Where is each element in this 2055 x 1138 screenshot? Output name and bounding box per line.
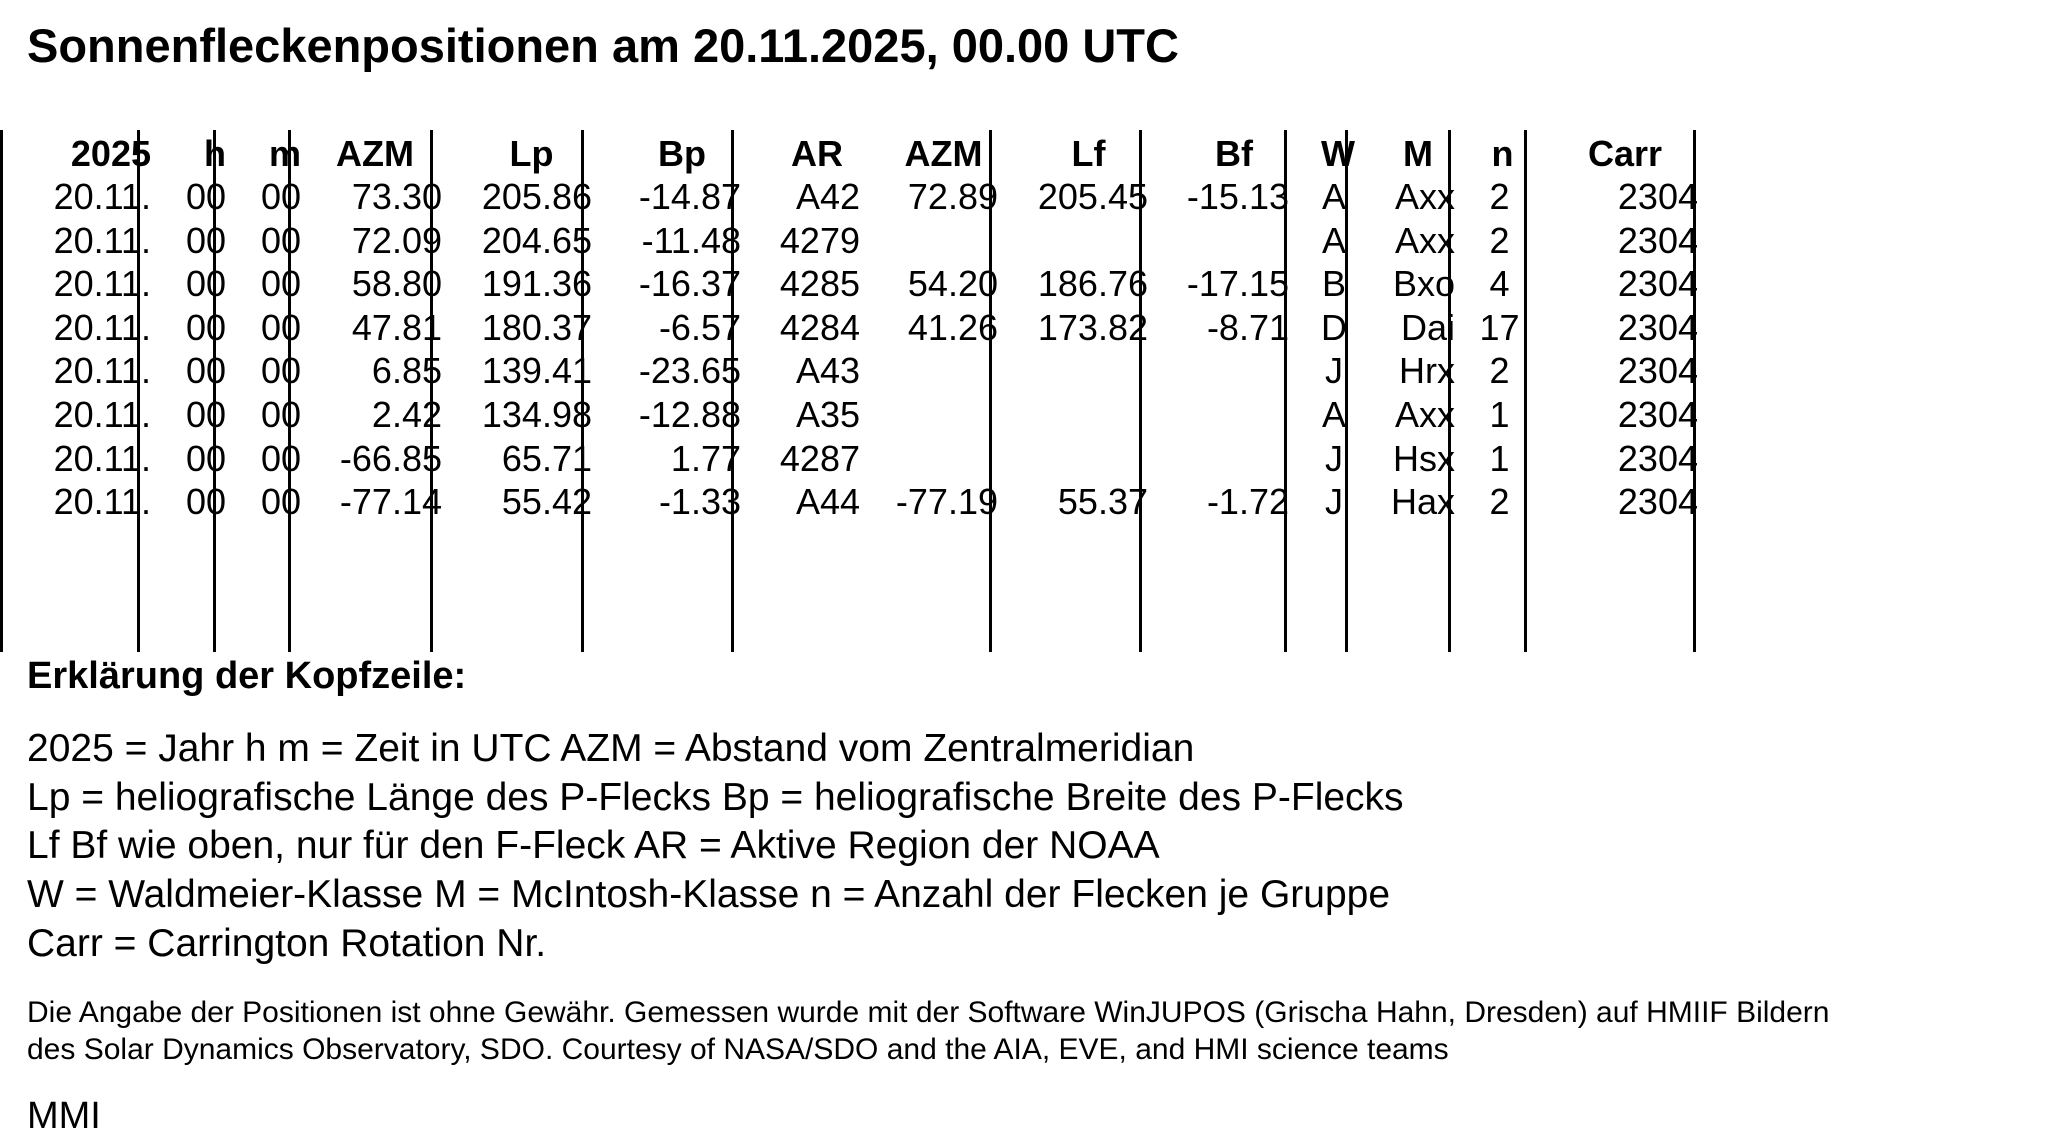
table-cell: 47.81 xyxy=(351,306,442,348)
table-cell: A42 xyxy=(795,176,860,217)
table-cell: 4 xyxy=(1489,263,1510,305)
table-cell: D xyxy=(1321,306,1347,348)
table-cell: 20.11. xyxy=(53,481,151,523)
table-cell: 55.42 xyxy=(501,481,592,523)
table-cell: 72.89 xyxy=(907,176,998,217)
table-cell: 205.45 xyxy=(1037,176,1148,217)
table-cell: 2304 xyxy=(1617,176,1698,217)
disclaimer-line: Die Angabe der Positionen ist ohne Gewähr. Gemessen wurde mit der Software WinJUPOS (Grischa Hahn, Dresden) auf HMIIF Bildern xyxy=(27,996,1830,1029)
table-cell: Bxo xyxy=(1392,263,1455,305)
table-cell: -15.13 xyxy=(1186,176,1289,217)
table-cell: -1.33 xyxy=(658,481,741,523)
table-cell: -23.65 xyxy=(638,350,741,392)
table-cell: 2 xyxy=(1489,176,1510,217)
table-cell: 1 xyxy=(1489,437,1510,479)
table-cell: Hsx xyxy=(1393,437,1455,479)
table-cell: 20.11. xyxy=(53,176,151,217)
table-cell: -17.15 xyxy=(1186,263,1289,305)
table-cell: 00 xyxy=(185,263,226,305)
column-header: 2025 xyxy=(70,133,151,174)
table-cell: 65.71 xyxy=(501,437,592,479)
table-cell: 1 xyxy=(1489,394,1510,435)
column-header: Bf xyxy=(1215,133,1253,174)
table-cell: A43 xyxy=(795,350,860,392)
table-cell: 2.42 xyxy=(371,394,442,435)
table-cell: J xyxy=(1325,437,1343,479)
explanation-line: Lp = heliografische Länge des P-Flecks Bp = heliografische Breite des P-Flecks xyxy=(27,776,1404,819)
table-cell: 58.80 xyxy=(351,263,442,305)
table-cell: 20.11. xyxy=(53,306,151,348)
column-header: AZM xyxy=(336,133,414,174)
column-header: AR xyxy=(791,133,843,174)
table-cell: -14.87 xyxy=(638,176,741,217)
table-cell: 180.37 xyxy=(481,306,592,348)
table-cell: 20.11. xyxy=(53,350,151,392)
table-cell: 2 xyxy=(1489,350,1510,392)
table-cell: 2 xyxy=(1489,481,1510,523)
table-cell: 2304 xyxy=(1617,263,1698,305)
table-cell: 20.11. xyxy=(53,394,151,435)
table-cell: 00 xyxy=(185,176,226,217)
column-header: Bp xyxy=(658,133,706,174)
table-cell: 17 xyxy=(1479,306,1520,348)
table-cell: -12.88 xyxy=(638,394,741,435)
page-title: Sonnenfleckenpositionen am 20.11.2025, 00.00 UTC xyxy=(27,19,1179,72)
table-cell: A35 xyxy=(795,394,860,435)
table-cell: Axx xyxy=(1394,219,1455,261)
column-header: Lp xyxy=(509,133,554,174)
table-cell: 73.30 xyxy=(351,176,442,217)
table-cell: 00 xyxy=(185,306,226,348)
explanation-line: 2025 = Jahr h m = Zeit in UTC AZM = Abstand vom Zentralmeridian xyxy=(27,727,1195,770)
table-cell: 6.85 xyxy=(371,350,442,392)
table-cell: -8.71 xyxy=(1206,306,1289,348)
table-cell: 204.65 xyxy=(481,219,592,261)
table-cell: 55.37 xyxy=(1057,481,1148,523)
table-cell: -6.57 xyxy=(658,306,741,348)
column-header: h xyxy=(204,133,226,174)
table-cell: 134.98 xyxy=(481,394,592,435)
disclaimer-line: des Solar Dynamics Observatory, SDO. Courtesy of NASA/SDO and the AIA, EVE, and HMI science teams xyxy=(27,1033,1449,1066)
table-cell: A xyxy=(1321,394,1346,435)
explanation-heading: Erklärung der Kopfzeile: xyxy=(27,655,467,697)
column-header: Carr xyxy=(1587,133,1663,174)
table-cell: 00 xyxy=(185,219,226,261)
author-signature: MMI xyxy=(27,1095,101,1137)
table-cell: J xyxy=(1325,350,1343,392)
explanation-line: Lf Bf wie oben, nur für den F-Fleck AR = Aktive Region der NOAA xyxy=(27,824,1160,867)
table-cell: A44 xyxy=(795,481,860,523)
table-cell: 191.36 xyxy=(481,263,592,305)
table-cell: 20.11. xyxy=(53,263,151,305)
table-cell: 00 xyxy=(185,350,226,392)
table-cell: 4285 xyxy=(779,263,860,305)
table-cell: 00 xyxy=(185,394,226,435)
table-cell: 2304 xyxy=(1617,350,1698,392)
table-cell: -16.37 xyxy=(638,263,741,305)
table-cell: A xyxy=(1321,219,1346,261)
column-header: M xyxy=(1403,133,1433,174)
table-cell: Axx xyxy=(1394,176,1455,217)
table-cell: J xyxy=(1325,481,1343,523)
table-cell: -77.19 xyxy=(895,481,998,523)
table-cell: A xyxy=(1321,176,1346,217)
table-cell: Dai xyxy=(1400,306,1455,348)
table-cell: -1.72 xyxy=(1206,481,1289,523)
table-cell: 2304 xyxy=(1617,219,1698,261)
table-cell: 173.82 xyxy=(1037,306,1148,348)
column-header: Lf xyxy=(1071,133,1106,174)
column-header: n xyxy=(1491,133,1514,174)
table-cell: 00 xyxy=(260,481,301,523)
table-cell: 00 xyxy=(260,219,301,261)
table-cell: 00 xyxy=(260,437,301,479)
table-cell: 2304 xyxy=(1617,481,1698,523)
table-cell: 4279 xyxy=(779,219,860,261)
column-header: W xyxy=(1321,133,1355,174)
column-divider xyxy=(0,130,3,652)
table-cell: 205.86 xyxy=(481,176,592,217)
sunspot-table xyxy=(25,130,1715,652)
table-cell: -66.85 xyxy=(339,437,442,479)
table-cell: 00 xyxy=(185,481,226,523)
table-cell: 41.26 xyxy=(907,306,998,348)
table-cell: 54.20 xyxy=(907,263,998,305)
table-cell: Hax xyxy=(1390,481,1455,523)
table-cell: -11.48 xyxy=(641,219,741,261)
table-cell: Hrx xyxy=(1399,350,1455,392)
table-cell: 00 xyxy=(260,263,301,305)
table-cell: 2304 xyxy=(1617,306,1698,348)
table-cell: 00 xyxy=(260,394,301,435)
table-cell: 2304 xyxy=(1617,437,1698,479)
explanation-line: W = Waldmeier-Klasse M = McIntosh-Klasse n = Anzahl der Flecken je Gruppe xyxy=(27,873,1391,916)
table-cell: 4284 xyxy=(779,306,860,348)
table-cell: 2 xyxy=(1489,219,1510,261)
table-cell: B xyxy=(1321,263,1346,305)
table-cell: 4287 xyxy=(779,437,860,479)
table-cell: 20.11. xyxy=(53,437,151,479)
table-cell: 00 xyxy=(185,437,226,479)
table-cell: 00 xyxy=(260,176,301,217)
table-cell: 1.77 xyxy=(670,437,741,479)
table-cell: Axx xyxy=(1394,394,1455,435)
table-cell: 72.09 xyxy=(351,219,442,261)
table-cell: 186.76 xyxy=(1037,263,1148,305)
table-cell: 2304 xyxy=(1617,394,1698,435)
table-cell: -77.14 xyxy=(339,481,442,523)
column-header: AZM xyxy=(904,133,983,174)
table-cell: 20.11. xyxy=(53,219,151,261)
explanation-line: Carr = Carrington Rotation Nr. xyxy=(27,922,547,965)
table-cell: 139.41 xyxy=(481,350,592,392)
table-cell: 00 xyxy=(260,350,301,392)
table-cell: 00 xyxy=(260,306,301,348)
column-header: m xyxy=(268,133,301,174)
